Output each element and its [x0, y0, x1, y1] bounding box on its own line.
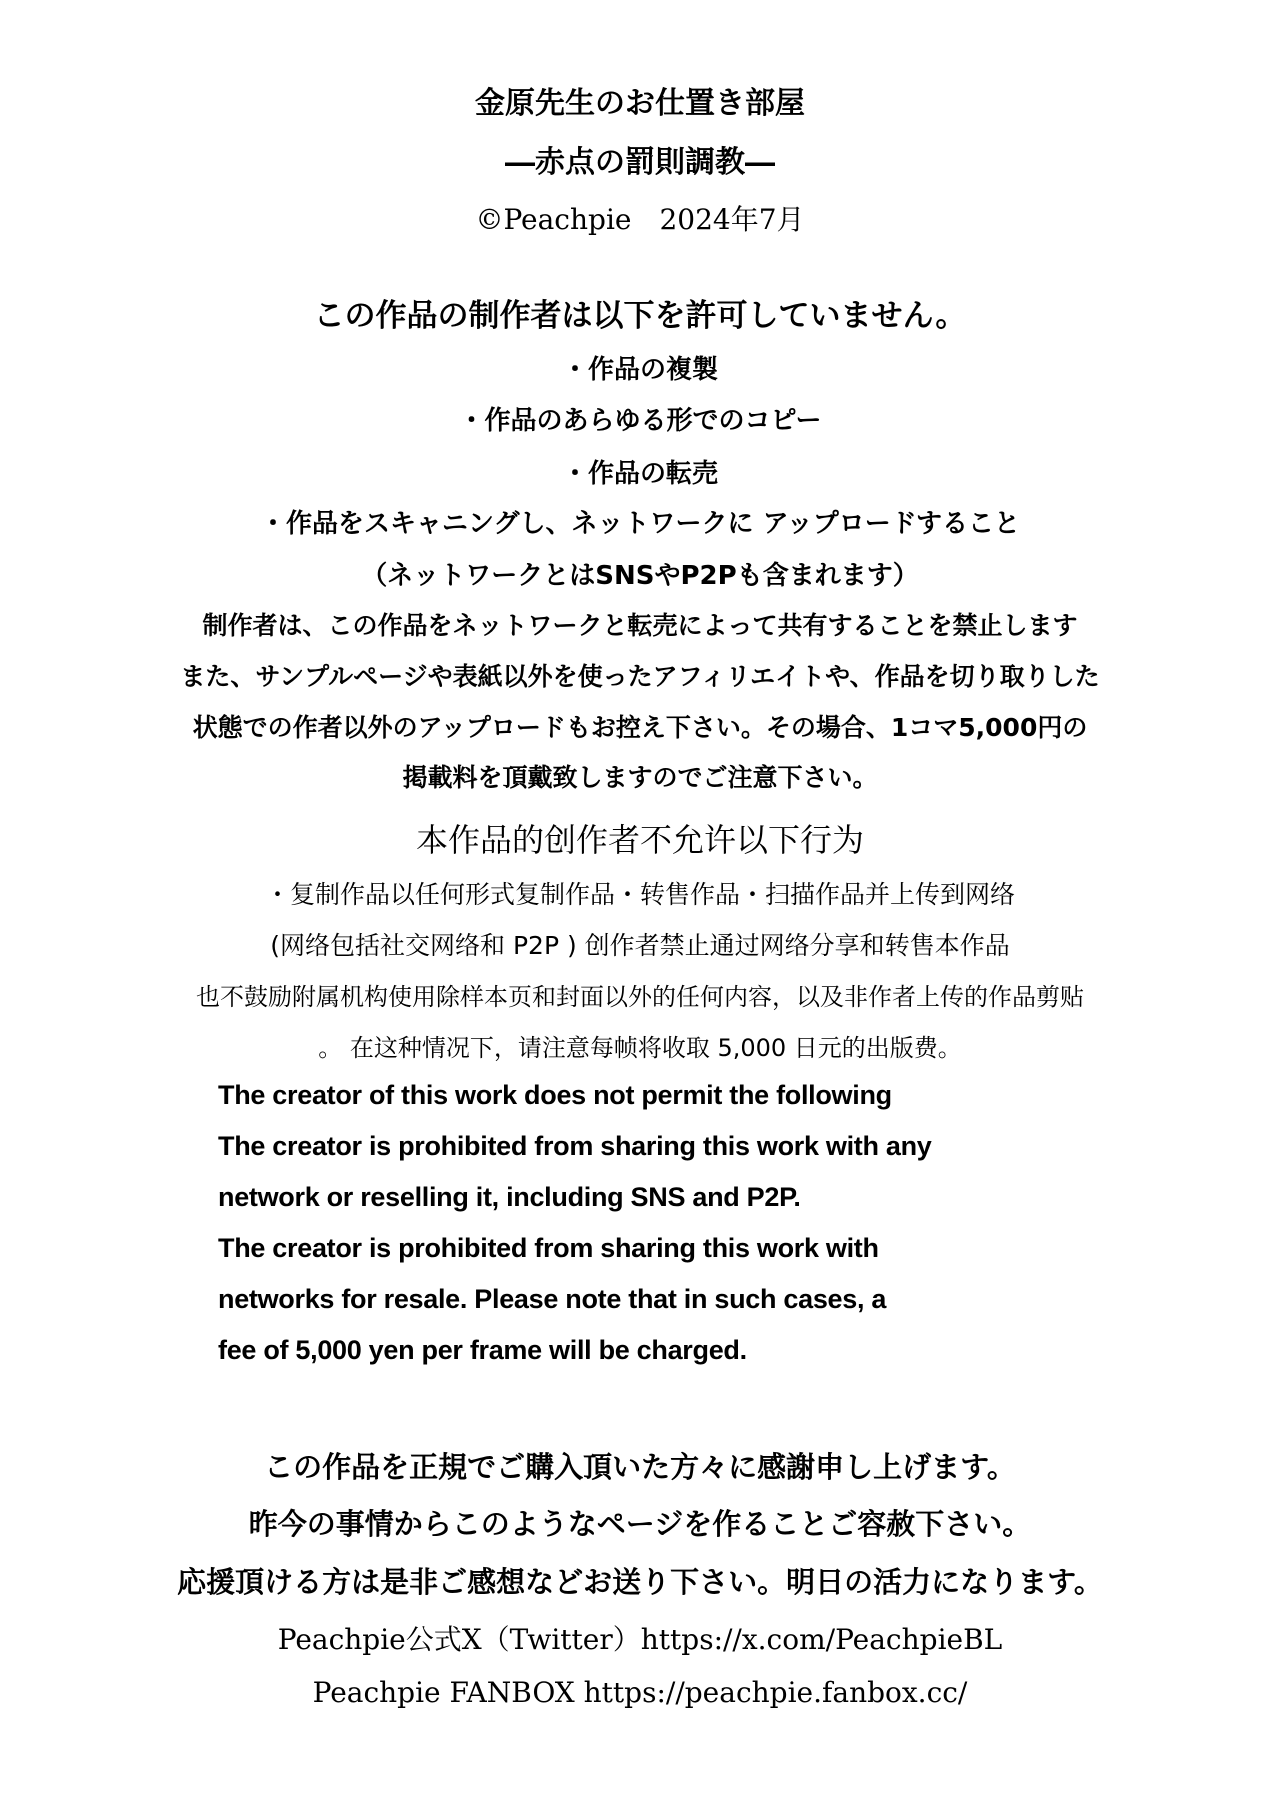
en-notice-line: fee of 5,000 yen per frame will be charged. — [218, 1335, 747, 1365]
en-notice-line: The creator of this work does not permit the following — [218, 1080, 892, 1110]
closing-line: 昨今の事情からこのようなページを作ることご容赦下さい。 — [248, 1507, 1032, 1541]
jp-body-line: 状態での作者以外のアップロードもお控え下さい。その場合、1コマ5,000円の — [192, 713, 1088, 742]
fanbox-link[interactable]: Peachpie FANBOX https://peachpie.fanbox.cc/ — [312, 1676, 968, 1709]
jp-body-line: また、サンプルページや表紙以外を使ったアフィリエイトや、作品を切り取りした — [180, 662, 1100, 691]
en-notice-line: The creator is prohibited from sharing this work with any — [218, 1131, 932, 1161]
jp-prohibited-item: ・作品の複製 — [561, 355, 718, 385]
jp-prohibited-item: ・作品の転売 — [561, 459, 718, 489]
cn-notice-line: (网络包括社交网络和 P2P ) 创作者禁止通过网络分享和转售本作品 — [270, 931, 1010, 960]
cn-notice-line: ・复制作品以任何形式复制作品・转售作品・扫描作品并上传到网络 — [264, 880, 1015, 909]
copyright-line: ©Peachpie 2024年7月 — [475, 203, 805, 236]
cn-notice-heading: 本作品的创作者不允许以下行为 — [415, 821, 864, 859]
work-subtitle: ―赤点の罰則調教― — [505, 145, 775, 180]
en-notice-line: The creator is prohibited from sharing this work with — [218, 1233, 879, 1263]
closing-line: この作品を正規でご購入頂いた方々に感謝申し上げます。 — [264, 1450, 1016, 1484]
jp-prohibited-item: ・作品のあらゆる形でのコピー — [458, 406, 822, 436]
cn-notice-line: 也不鼓励附属机构使用除样本页和封面以外的任何内容，以及非作者上传的作品剪贴 — [196, 983, 1084, 1011]
twitter-link[interactable]: Peachpie公式X（Twitter）https://x.com/PeachpieBL — [277, 1623, 1003, 1656]
jp-prohibited-item: ・作品をスキャニングし、ネットワークに アップロードすること — [260, 509, 1020, 539]
jp-body-line: 制作者は、この作品をネットワークと転売によって共有することを禁止します — [202, 611, 1078, 640]
en-notice-line: network or reselling it, including SNS and P2P. — [218, 1182, 801, 1212]
cn-notice-line: 。 在这种情况下，请注意每帧将收取 5,000 日元的出版费。 — [318, 1034, 962, 1062]
jp-notice-heading: この作品の制作者は以下を許可していません。 — [313, 298, 967, 334]
closing-line: 応援頂ける方は是非ご感想などお送り下さい。明日の活力になります。 — [177, 1565, 1103, 1599]
jp-network-note: （ネットワークとはSNSやP2Pも含まれます） — [361, 561, 919, 591]
en-notice-line: networks for resale. Please note that in such cases, a — [218, 1284, 887, 1314]
jp-body-line: 掲載料を頂戴致しますのでご注意下さい。 — [402, 763, 878, 792]
work-title: 金原先生のお仕置き部屋 — [475, 86, 805, 121]
